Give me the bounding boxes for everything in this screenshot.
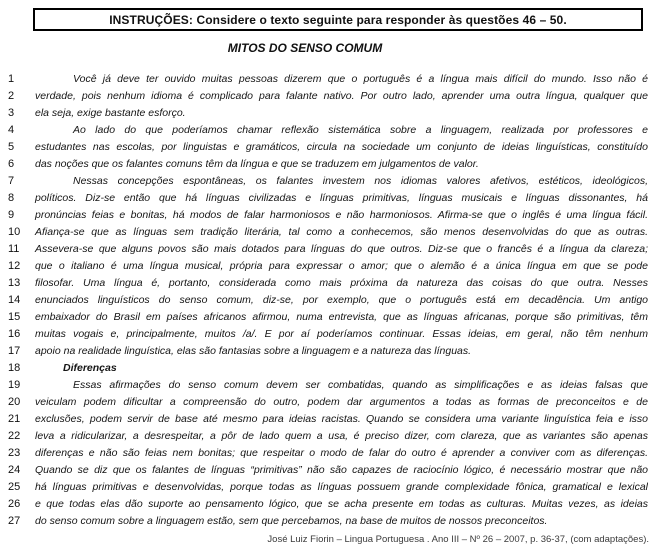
text-line [8,513,648,530]
line-text: Diferenças [63,362,117,374]
line-text: Você já deve ter ouvido muitas pessoas dizerem que o português é a língua mais difícil do mundo. Isso não é [73,73,648,85]
text-line [8,360,648,377]
text-line [8,241,648,258]
line-text: muitas vogais e, principalmente, muitos /a/. E por aí poderíamos continuar. Essas ideias, em geral, não têm nenhum [35,328,648,340]
line-number: 4 [8,124,15,136]
line-text: Afiança-se que as línguas sem tradição literária, tal como a conhecemos, são menos desenvolvidas do que as outras. [35,226,648,238]
line-number: 18 [8,362,21,374]
text-line [8,88,648,105]
line-text: ela seja, exige bastante esforço. [35,107,186,119]
line-number: 11 [8,243,20,255]
text-line [8,394,648,411]
instructions-box [33,8,643,31]
line-number: 12 [8,260,21,272]
line-text: das noções que os falantes comuns têm da língua e que se traduzem em julgamentos de valor. [35,158,479,170]
text-line [8,224,648,241]
line-text: veiculam podem dificultar a compreensão do outro, podem dar argumentos a todas as formas de preconceitos e de [35,396,648,408]
line-text: políticos. Diz-se então que há línguas civilizadas e línguas primitivas, línguas musicais e línguas dissonantes, há [35,192,648,204]
line-number: 27 [8,515,21,527]
line-text: que o italiano é uma língua musical, própria para expressar o amor; que o alemão é a única língua em que se pode [35,260,648,272]
line-number: 3 [8,107,15,119]
line-number: 7 [8,175,15,187]
line-number: 23 [8,447,21,459]
line-number: 6 [8,158,15,170]
text-line [8,71,648,88]
line-number: 19 [8,379,21,391]
line-text: exclusões, podem servir de base até mesmo para ideias racistas. Quando se considera uma variante linguística feia e isso [35,413,648,425]
line-number: 1 [8,73,15,85]
text-line [8,377,648,394]
line-number: 9 [8,209,15,221]
line-text: Assevera-se que alguns povos são mais dotados para línguas do que outros. Diz-se que o francês é a língua da clareza; [35,243,648,255]
line-text: Essas afirmações do senso comum devem ser combatidas, quando as simplificações e as ideias falsas que [73,379,648,391]
line-text: do senso comum sobre a linguagem estão, sem que percebamos, na base de muitos de nossos preconceitos. [35,515,548,527]
line-text: estudantes nas escolas, por linguistas e gramáticos, circula na sociedade um conjunto de ideias linguísticas, constituído [35,141,648,153]
text-line [8,139,648,156]
text-line [8,462,648,479]
line-text: pronúncias feias e bonitas, há modos de falar harmoniosos e não harmoniosos. Afirma-se que o inglês é uma língua fácil. [35,209,648,221]
line-number: 26 [8,498,21,510]
instructions-text: INSTRUÇÕES: Considere o texto seguinte para responder às questões 46 – 50. [109,12,567,27]
text-line [8,122,648,139]
line-number: 5 [8,141,15,153]
text-line [8,445,648,462]
text-line [8,411,648,428]
line-number: 14 [8,294,21,306]
line-text: Ao lado do que poderíamos chamar reflexão sistemática sobre a linguagem, realizada por professores e [73,124,648,136]
line-text: enunciados linguísticos do senso comum, diz-se, por exemplo, que o português está em decadência. Um antigo [35,294,648,306]
line-text: verdade, pois nenhum idioma é complicado para falante nativo. Por outro lado, aprender uma outra língua, qualquer que [35,90,648,102]
line-number: 17 [8,345,21,357]
line-text: leva a ridicularizar, a desrespeitar, a pôr de lado quem a usa, é preciso dizer, com clareza, que as variantes são apenas [35,430,648,442]
line-number: 10 [8,226,21,238]
text-line [8,428,648,445]
text-line [8,292,648,309]
line-number: 20 [8,396,21,408]
line-number: 13 [8,277,21,289]
text-line [8,190,648,207]
line-number: 8 [8,192,15,204]
text-line [8,207,648,224]
text-line [8,173,648,190]
text-line [8,343,648,360]
text-line [8,275,648,292]
line-number: 15 [8,311,21,323]
text-line [8,479,648,496]
line-text: Quando se diz que os falantes de línguas “primitivas” não são capazes de raciocínio lógico, é necessário mostrar que não [35,464,648,476]
citation: José Luiz Fiorin – Lingua Portuguesa . Ano III – Nº 26 – 2007, p. 36-37, (com adaptações). [267,534,649,545]
text-line [8,309,648,326]
document-title: MITOS DO SENSO COMUM [227,41,383,55]
text-body [8,71,648,530]
line-number: 24 [8,464,21,476]
line-number: 21 [8,413,21,425]
text-line [8,105,648,122]
text-line [8,496,648,513]
line-number: 22 [8,430,21,442]
text-line [8,326,648,343]
text-line [8,258,648,275]
line-number: 16 [8,328,21,340]
line-text: filosofar. Uma língua é, portanto, considerada como mais próxima da natureza das coisas do que outra. Nesses [35,277,648,289]
line-text: há línguas primitivas e desenvolvidas, porque todas as línguas possuem grande complexidade fônica, gramatical e lexical [35,481,648,493]
text-line [8,156,648,173]
line-text: e que todas elas dão suporte ao pensamento lógico, que se acha presente em todas as culturas. Muitas vezes, as ideias [35,498,648,510]
line-text: Nessas concepções espontâneas, os falantes investem nos idiomas valores afetivos, estéticos, ideológicos, [73,175,648,187]
line-number: 25 [8,481,21,493]
line-text: embaixador do Brasil em países africanos afirmou, numa entrevista, que as línguas africanas, porque são primitivas, têm [35,311,648,323]
line-number: 2 [8,90,15,102]
line-text: apoio na realidade linguística, elas são fantasias sobre a linguagem e a natureza das línguas. [35,345,472,357]
line-text: diferenças e não são feias nem bonitas; que respeitar o modo de falar do outro é aprender a conviver com as diferenças. [35,447,648,459]
